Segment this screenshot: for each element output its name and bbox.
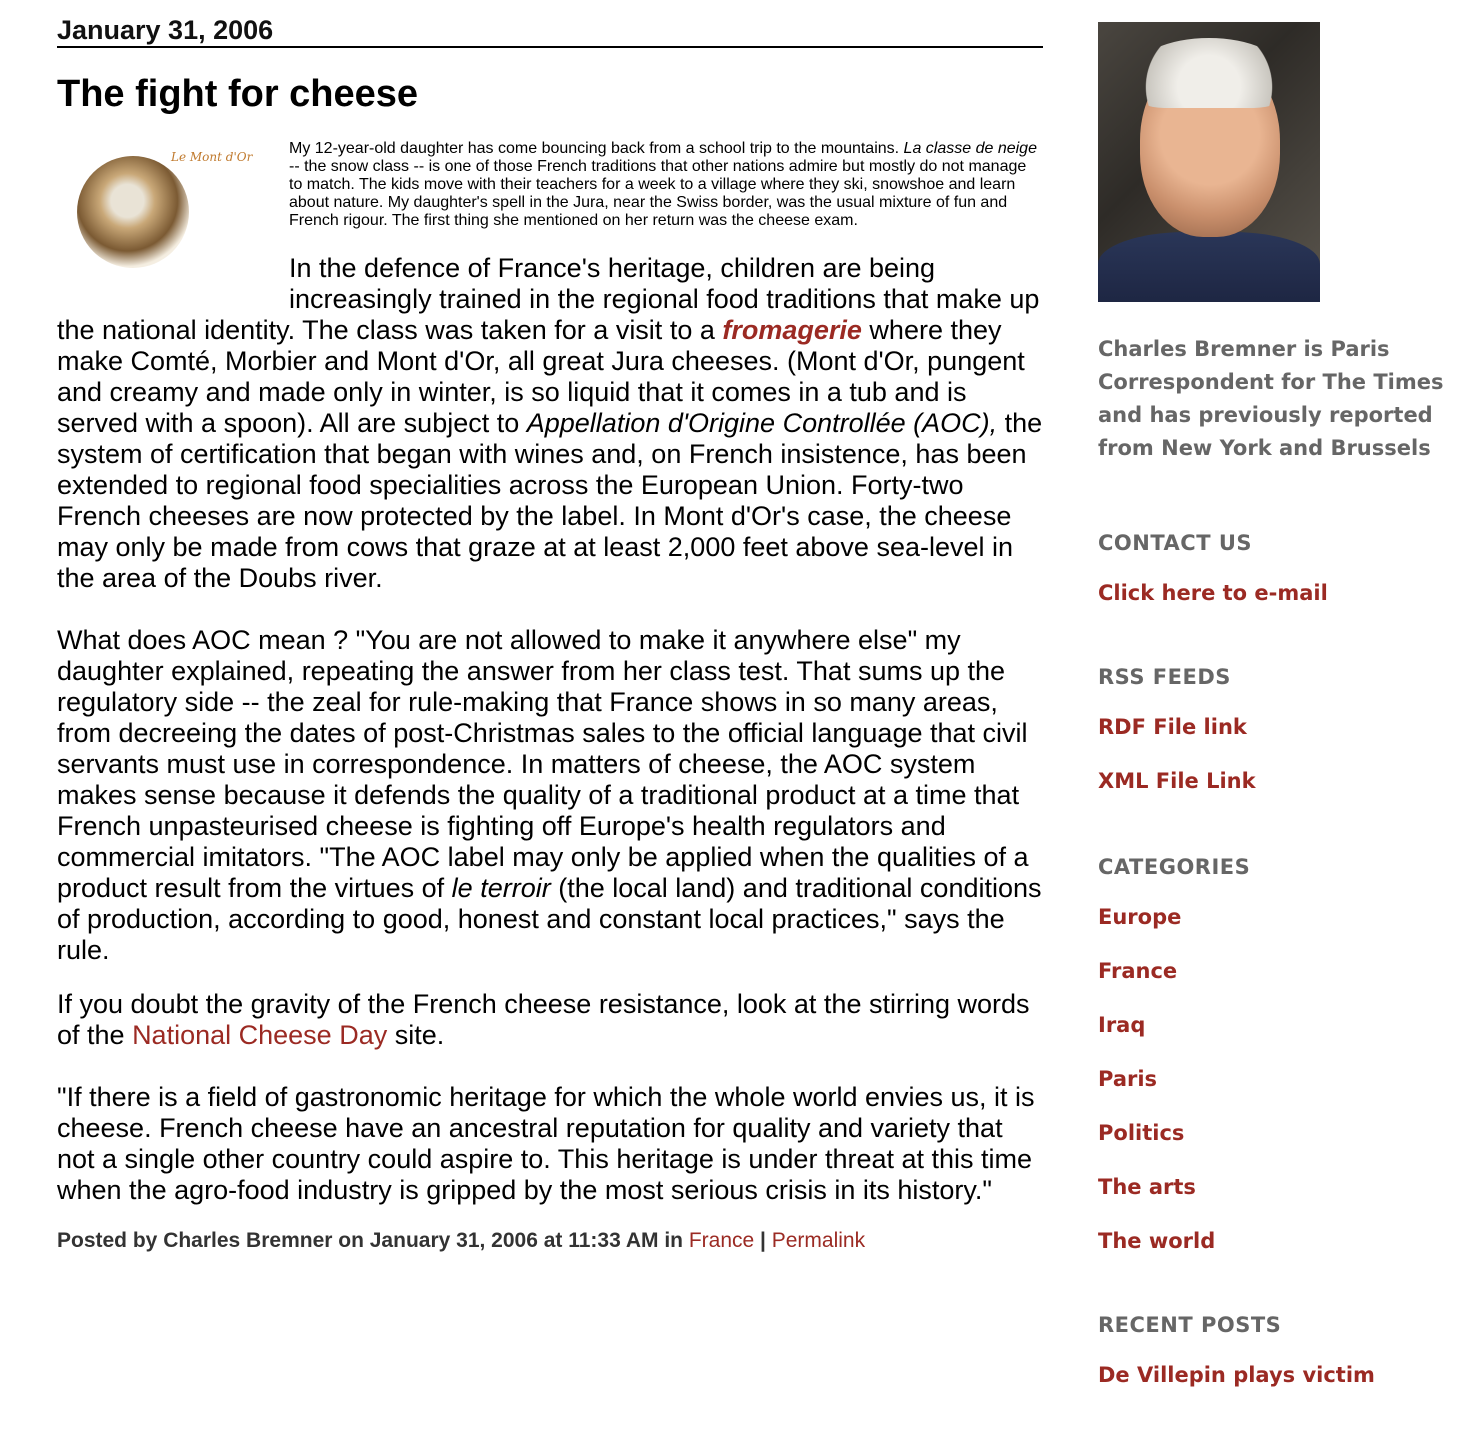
category-link-france[interactable]: France (688, 1229, 755, 1252)
category-paris[interactable]: Paris (1098, 1067, 1158, 1091)
post-date: January 31, 2006 (57, 14, 1043, 48)
author-photo (1098, 22, 1320, 302)
xml-file-link[interactable]: XML File Link (1098, 769, 1256, 793)
categories-heading: CATEGORIES (1098, 855, 1251, 879)
fromagerie-link[interactable]: fromagerie (722, 315, 862, 345)
email-link[interactable]: Click here to e-mail (1098, 581, 1328, 605)
national-cheese-day-link[interactable]: National Cheese Day (132, 1020, 388, 1050)
category-politics[interactable]: Politics (1098, 1121, 1185, 1145)
sidebar (1098, 22, 1468, 1387)
paragraph-3: What does AOC mean ? "You are not allowed to make it anywhere else" my daughter explained, repeating the answer from her class test. That sums up the regulatory side -- the zeal for rule-making that France shows in so many areas, from decreeing the dates of post-Christmas sales to the official language that civil servants must use in correspondence. In matters of cheese, the AOC system makes sense because it defends the quality of a traditional product at a time that French unpasteurised cheese is fighting off Europe's health regulators and commercial imitators. "The AOC label may only be applied when the qualities of a product result from the virtues of le terroir (the local land) and traditional conditions of production, according to good, honest and constant local practices," says the rule. (57, 625, 1042, 965)
recent-posts-heading: RECENT POSTS (1098, 1313, 1282, 1337)
thumbnail-brand: Le Mont d'Or (171, 150, 253, 164)
paragraph-5-quote: "If there is a field of gastronomic heritage for which the whole world envies us, it is cheese. French cheese have an ancestral reputation for quality and variety that not a single other country could aspire to. This heritage is under threat at this time when the agro-food industry is gripped by the most serious crisis in its history." (57, 1082, 1035, 1205)
paragraph-4: If you doubt the gravity of the French cheese resistance, look at the stirring words of the National Cheese Day site. (57, 989, 1030, 1050)
post-body: Le Mont d'Or My 12-year-old daughter has come bouncing back from a school trip to the mountains. La classe de neige -- the snow class -- is one of those French traditions that other nations admire but mostly do not manage to match. The kids move with their teachers for a week to a village where they ski, snowshoe and learn about nature. My daughter's spell in the Jura, near the Swiss border, was the usual mixture of fun and French rigour. The first thing she mentioned on her return was the cheese exam. In the defence of France's heritage, children are being increasingly trained in the regional food traditions that make up the national identity. The class was taken for a visit to a fromagerie where they make Comté, Morbier and Mont d'Or, all great Jura cheeses. (Mont d'Or, pungent and creamy and made only in winter, is so liquid that it comes in a tub and is served with a spoon). All are subject to Appellation d'Origine Controllée (AOC), the system of certification that began with wines and, on French insistence, has been extended to regional food specialities across the European Union. Forty-two French cheeses are now protected by the label. In Mont d'Or's case, the cheese may only be made from cows that graze at at least 2,000 feet above sea-level in the area of the Doubs river. What does AOC mean ? "You are not allowed to make it anywhere else" my daughter explained, repeating the answer from her class test. That sums up the regulatory side -- the zeal for rule-making that France shows in so many areas, from decreeing the dates of post-Christmas sales to the official language that civil servants must use in correspondence. In matters of cheese, the AOC system makes sense because it defends the quality of a traditional product at a time that French unpasteurised cheese is fighting off Europe's health regulators and commercial imitators. "The AOC label may only be applied when the qualities of a product result from the virtues of le terroir (the local land) and traditional conditions of production, according to good, honest and constant local practices," says the rule. If you doubt the gravity of the French cheese resistance, look at the stirring words of the National Cheese Day site. "If there is a field of gastronomic heritage for which the whole world envies us, it is cheese. French cheese have an ancestral reputation for quality and variety that not a single other country could aspire to. This heritage is under threat at this time when the agro-food industry is gripped by the most serious crisis in its history." (57, 140, 1043, 1205)
recent-post-link[interactable]: De Villepin plays victim (1098, 1363, 1375, 1387)
cheese-image (77, 156, 189, 268)
author-bio: Charles Bremner is Paris Correspondent for The Times and has previously reported from New York and Brussels (1098, 337, 1444, 460)
category-the-arts[interactable]: The arts (1098, 1175, 1196, 1199)
category-the-world[interactable]: The world (1098, 1229, 1216, 1253)
category-france[interactable]: France (1098, 959, 1178, 983)
mont-dor-thumbnail[interactable] (57, 142, 269, 292)
rss-heading: RSS FEEDS (1098, 665, 1231, 689)
rdf-file-link[interactable]: RDF File link (1098, 715, 1247, 739)
permalink[interactable]: Permalink (771, 1229, 866, 1252)
category-iraq[interactable]: Iraq (1098, 1013, 1146, 1037)
post (57, 14, 1043, 1253)
contact-heading: CONTACT US (1098, 531, 1253, 555)
posted-by: Posted by Charles Bremner on January 31, 2006 at 11:33 AM in France | Permalink (57, 1229, 866, 1252)
category-europe[interactable]: Europe (1098, 905, 1182, 929)
paragraph-2: In the defence of France's heritage, children are being increasingly trained in the regional food traditions that make up the national identity. The class was taken for a visit to a fromagerie where they make Comté, Morbier and Mont d'Or, all great Jura cheeses. (Mont d'Or, pungent and creamy and made only in winter, is so liquid that it comes in a tub and is served with a spoon). All are subject to Appellation d'Origine Controllée (AOC), the system of certification that began with wines and, on French insistence, has been extended to regional food specialities across the European Union. Forty-two French cheeses are now protected by the label. In Mont d'Or's case, the cheese may only be made from cows that graze at at least 2,000 feet above sea-level in the area of the Doubs river. (57, 253, 1043, 593)
post-title: The fight for cheese (57, 73, 419, 115)
